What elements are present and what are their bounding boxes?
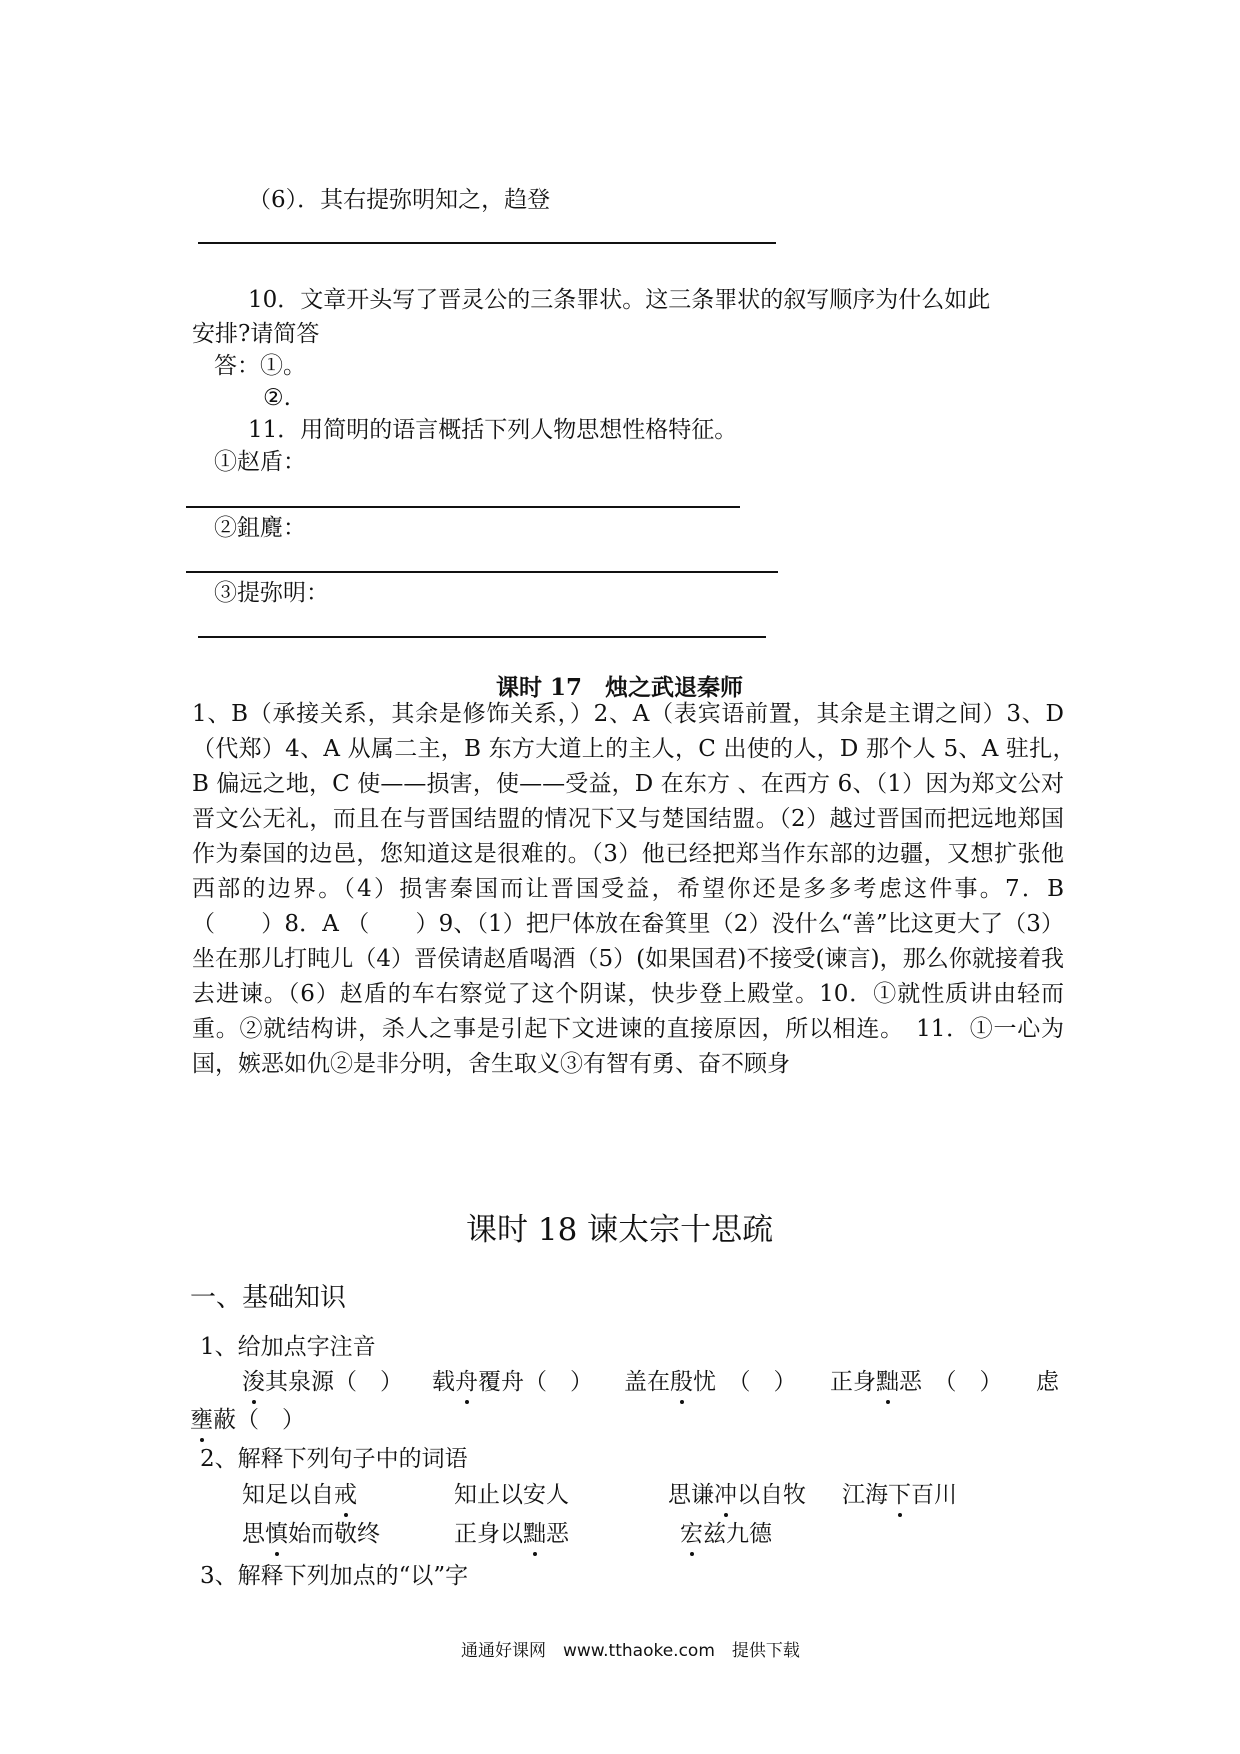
dotted-char: 宏 [680,1518,703,1550]
question-10-line2: 安排?请简答 [192,321,320,347]
q2-item-4: 江海下百川 [842,1479,957,1511]
q1-item-5-wrap: 壅蔽（ ） [190,1404,305,1436]
dotted-char: 舟 [455,1366,478,1398]
section-basic-knowledge: 一、基础知识 [190,1283,347,1313]
dotted-char: 黜 [876,1366,899,1398]
dotted-char: 戒 [334,1479,357,1511]
question-11: 11．用简明的语言概括下列人物思想性格特征。 [248,417,738,443]
page-footer: 通通好课网 www.tthaoke.com 提供下载 [461,1641,800,1661]
person-zhao-dun: ①赵盾： [214,449,306,475]
question-3: 3、解释下列加点的“以”字 [200,1563,469,1589]
q2-item-3: 思谦冲以自牧 [668,1479,806,1511]
q2-item-2: 知止以安人 [454,1482,569,1508]
dotted-char: 浚 [242,1366,265,1398]
answer-line [198,636,766,638]
dotted-char: 壅 [190,1404,213,1436]
answer-line [186,571,778,573]
person-ti-mi-ming: ③提弥明： [214,580,329,606]
q2-item-6: 正身以黜恶 [454,1518,569,1550]
q2-item-7: 宏兹九德 [680,1518,772,1550]
dotted-char: 冲 [714,1479,737,1511]
person-chu-ni: ②鉏麑： [214,515,306,541]
question-1: 1、给加点字注音 [200,1334,376,1360]
q1-item-3: 盖在殷忧 （ ） [624,1366,797,1398]
question-10-line1: 10．文章开头写了晋灵公的三条罪状。这三条罪状的叙写顺序为什么如此 [248,287,991,313]
dotted-char: 黜 [523,1518,546,1550]
lesson17-answer-key: 1、B（承接关系，其余是修饰关系，）2、A（表宾语前置，其余是主谓之间）3、D（代郑）4、A 从属二主，B 东方大道上的主人，C 出使的人，D 那个人 5、A 驻扎， B 偏远之地，C 使——损害，使——受益，D 在东方 、在西方 6、（1）因为郑文公对晋文公无礼，而且在与晋国结盟的情况下又与楚国结盟。（2）越过晋国而把远地郑国作为秦国的边邑，您知道这是很难的。（3）他已经把郑当作东部的边疆，又想扩张他西部的边界。（4）损害秦国而让晋国受益，希望你还是多多考虑这件事。7．B （ ）8．A （ ）9、（1）把尸体放在畚箕里（2）没什么“善”比这更大了（3）坐在那儿打盹儿（4）晋侯请赵盾喝酒（5）(如果国君)不接受(谏言)，那么你就接着我去进谏。（6）赵盾的车右察觉了这个阴谋，快步登上殿堂。10．①就性质讲由轻而重。②就结构讲，杀人之事是引起下文进谏的直接原因，所以相连。 11．①一心为国，嫉恶如仇②是非分明，舍生取义③有智有勇、奋不顾身 [192,701,1087,1077]
answer-line [198,242,776,244]
q1-item-5: 虑 [1036,1369,1059,1395]
answer-10-2: ②. [263,385,291,411]
lesson17-title: 课时 17 烛之武退秦师 [496,674,744,701]
q1-item-2: 载舟覆舟（ ） [432,1366,593,1398]
question-9-6: （6）．其右提弥明知之，趋登 [248,187,551,213]
q2-item-1: 知足以自戒 [242,1479,357,1511]
question-2: 2、解释下列句子中的词语 [200,1446,468,1472]
dotted-char: 下 [888,1479,911,1511]
answer-10-1: 答：①。 [214,353,306,379]
lesson18-title: 课时 18 谏太宗十思疏 [466,1212,774,1248]
answer-line [186,506,740,508]
q2-item-5: 思慎始而敬终 [242,1518,380,1550]
q1-item-1: 浚其泉源（ ） [242,1366,403,1398]
dotted-char: 慎 [265,1518,288,1550]
dotted-char: 殷 [670,1366,693,1398]
q1-item-4: 正身黜恶 （ ） [830,1366,1003,1398]
